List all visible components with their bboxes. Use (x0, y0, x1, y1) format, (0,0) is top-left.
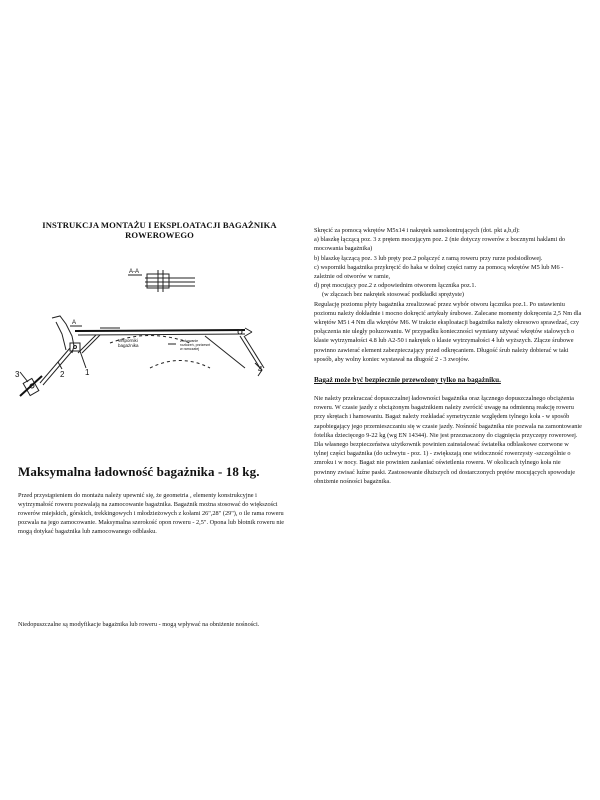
compatibility-paragraph: Przed przystąpieniem do montażu należy upewnić się, że geometria , elementy konstrukcyjne i wytrzymałość roweru pozwalają na zamocowanie bagażnika. Bagażnik można stosować do większości rowerów miejskich, górskich, trekkingowych i młodzieżowych z kołami 26",28" (29"), o ile rama roweru pozwala na jego zamocowanie. Maksymalna szerokość opon roweru - 2,5". Opona lub błotnik roweru nie mogą dotykać bagażnika lub zamocowanego odblasku. (18, 492, 285, 535)
rack-top-rail (75, 330, 245, 331)
section-label: A-A (129, 269, 140, 275)
fixing-rod (40, 348, 70, 383)
marker-a: A (72, 320, 77, 326)
note-line-3: w ramczatej (180, 347, 200, 351)
position-2: 2 (60, 370, 65, 379)
max-load-heading: Maksymalna ładowność bagażnika - 18 kg. (18, 464, 260, 479)
usage-warnings-paragraph: Nie należy przekraczać dopuszczalnej ładowności bagażnika oraz łącznego dopuszczalnego obciążenia roweru. W czasie jazdy z obciążonym bagażnikiem należy zwrócić uwagę na odmienną reakcję roweru przy skrętach i hamowaniu. Bagaż należy rozkładać symetrycznie względem tylnego koła - w sposób zapobiegający jego przemieszczaniu się w czasie jazdy. Nośność bagażnika nie pozwala na zamontowanie fotelika dziecięcego 9-22 kg (wg EN 14344). Nie jest przeznaczony do ciągnięcia przyczepy rowerowej. Dla własnego bezpieczeństwa użytkownik powinien zainstalować światełka odblaskowe czerwone w tylnej części bagażnika (do uchwytu - poz. 1) - zwiększają one widoczność rowerzysty -szczególnie o zmroku i w nocy. Bagaż nie powinien zasłaniać oświetlenia roweru. W okolicach tylnego koła nie powinny zwisać luźne paski. Zastosowanie dłuższych od dostarczonych prętów mocujących spowoduje obniżenie nośności bagażnika. (314, 395, 582, 485)
title-line-1: INSTRUKCJA MONTAŻU I EKSPLOATACJI BAGAŻNIKA (42, 220, 277, 230)
connector-plate (70, 343, 80, 351)
adjustment-paragraph: Regulację poziomu płyty bagażnika zrealizować przez wybór otworu łącznika poz.1. Po ustawieniu poziomu należy dokładnie i mocno dokręcić artykuły śrubowe. Zalecane momenty dokręcenia 2,5 Nm dla wkrętów M5 i 4 Nm dla wkrętów M6. W trakcie eksploatacji bagażnika należy okresowo sprawdzać, czy połączenia nie uległy poluzowaniu. W przypadku konieczności wymiany używać wkrętów stalowych o klasie wytrzymałości 4.8 lub A2-50 i nakrętek o klasie wytrzymałości 4 lub wyższych. Złącze śrubowe powinno zawierać element zabezpieczający przed odkręcaniem. Długość śrub należy dobierać w taki sposób, aby wolny koniec wystawał na długość 2 - 3 zwojów. (314, 300, 582, 363)
note-line-1: Zlokowanie (180, 339, 199, 343)
assembly-note: (w złączach bez nakrętek stosować podkładki sprężyste) (322, 291, 464, 299)
right-column (314, 226, 582, 486)
position-1: 1 (85, 368, 90, 377)
assembly-step-a: a) blaszkę łączącą poz. 3 z prętem mocującym poz. 2 (nie dotyczy rowerów z bocznymi haklami do mocowania bagażnika) (314, 236, 566, 253)
assembly-intro: Skręcić za pomocą wkrętów M5x14 i nakrętek samokontrujących (dot. pkt a,b,d): (314, 227, 520, 234)
label-bagaznika: bagażnika (118, 343, 139, 348)
title-line-2: ROWEROWEGO (125, 230, 194, 240)
assembly-step-b: b) blaszkę łączącą poz. 3 lub pręty poz.2 połączyć z ramą roweru przy rurze podsiodłowej. (314, 254, 543, 262)
modification-warning-paragraph: Niedopuszczalne są modyfikacje bagażnika lub roweru - mogą wpływać na obniżenie nośności. (18, 621, 260, 628)
label-wsporniki: Wsporniki (118, 338, 138, 343)
rack-assembly-diagram (0, 258, 300, 408)
position-3: 3 (15, 370, 20, 379)
position-4: 4 (258, 365, 263, 374)
luggage-safety-heading: Bagaż może być bezpiecznie przewożony tylko na bagażniku. (314, 376, 501, 385)
note-line-2: rozłożeń, prztzesnt (180, 343, 211, 347)
strut-rear (240, 336, 260, 368)
document-title (18, 220, 301, 240)
assembly-step-d: d) pręt mocujący poz.2 z odpowiednim otworem łącznika poz.1. (314, 282, 477, 290)
seat-tube (52, 316, 77, 353)
assembly-step-c: c) wsporniki bagażnika przykręcić do haka w dolnej części ramy za pomocą wkrętów M5 lub M6 - zależnie od otworów w ramie, (314, 263, 564, 281)
strut-front (78, 335, 96, 353)
assembly-steps (314, 226, 582, 364)
